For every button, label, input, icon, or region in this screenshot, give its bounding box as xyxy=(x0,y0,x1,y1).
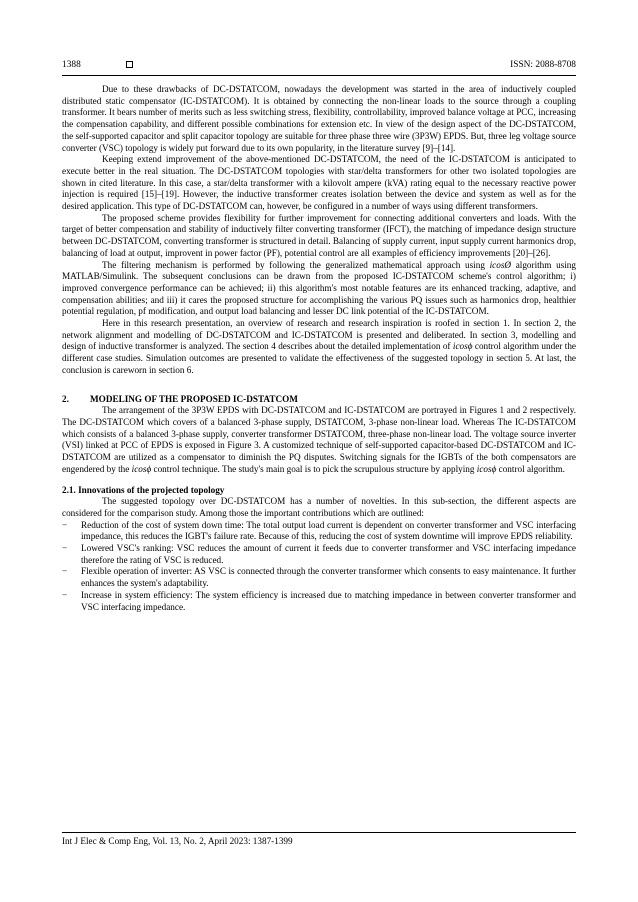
issn: ISSN: 2088-8708 xyxy=(510,60,576,70)
contributions-list xyxy=(62,520,576,614)
paragraph-1: Due to these drawbacks of DC-DSTATCOM, nowadays the development was started in the area of inductively coupled distributed static compensator (IC-DSTATCOM). It is obtained by connecting the non-linear loads to the source through a coupling transformer. It bears number of merits such as less switching stress, flexibility, controllability, improved balance voltage at PCC, increasing the compensation capability, and different possible combinations for extension etc. In view of the design aspect of the DC-DSTATCOM, the self-supported capacitor and split capacitor topology are suitable for three phase three wire (3P3W) EPDS. But, three leg voltage source converter (VSC) topology is widely put forward due to its own popularity, in the literature survey [9]–[14]. xyxy=(62,84,576,153)
icos-symbol: icosØ xyxy=(489,259,512,270)
list-item: − Flexible operation of inverter: AS VSC is connected through the converter transformer which consents to easy maintenance. It further enhances the system's adaptability. xyxy=(62,566,576,589)
list-item: − Increase in system efficiency: The system efficiency is increased due to matching impedance in between converter transformer and VSC interfacing impedance. xyxy=(62,589,576,612)
paragraph-4: The filtering mechanism is performed by following the generalized mathematical approach using icosØ algorithm using MATLAB/Simulink. The subsequent conclusions can be drawn from the proposed IC-DSTATCOM scheme's control algorithm; i) improved convergence performance can be achieved; ii) this algorithm's most notable features are its enhanced tracking, adaptive, and compensation abilities; and iii) it cares the proposed structure for accomplishing the various PQ issues such as harmonics drop, healthier potential regulation, pf modification, and output load balancing and lesser DC link potential of the IC-DSTATCOM. xyxy=(62,259,576,317)
journal-footer: Int J Elec & Comp Eng, Vol. 13, No. 2, April 2023: 1387-1399 xyxy=(62,836,293,846)
dash-bullet: − xyxy=(62,589,68,600)
icos-symbol: icosϕ xyxy=(452,341,473,352)
paragraph-3: The proposed scheme provides flexibility for further improvement for connecting additional converters and loads. With the target of better compensation and stability of inductively filter converting transformer (IFCT), the matching of impedance design structure between DC-DSTATCOM, converting transformer is structured in detail. Balancing of supply current, input supply current harmonics drop, balancing of load at output, improvent in power factor (PF), potential control are all examples of efficiency improvements [20]–[26]. xyxy=(62,212,576,258)
subsection-intro: The suggested topology over DC-DSTATCOM has a number of novelties. In this sub-section, the different aspects are considered for the comparison study. Among those the important contributions which are outlined: xyxy=(62,496,576,518)
paragraph-2: Keeping extend improvement of the above-mentioned DC-DSTATCOM, the need of the IC-DSTATCOM is anticipated to execute better in the real situation. The DC-DSTATCOM topologies with star/delta transformers for other two isolated topologies are shown in cited literature. In this case, a star/delta transformer with a kilovolt ampere (kVA) rating equal to the necessary reactive power injection is required [15]–[19]. However, the inductive transformer creates isolation between the device and system as well as for the desired application. This type of DC-DSTATCOM can, however, be configured in a number of ways using different transformers. xyxy=(62,154,576,212)
section-heading: 2. MODELING OF THE PROPOSED IC-DSTATCOM xyxy=(62,393,298,404)
running-header xyxy=(62,60,576,74)
list-item: − Lowered VSC's ranking: VSC reduces the amount of current it feeds due to converter transformer and VSC interfacing impedance therefore the rating of VSC is reduced. xyxy=(62,543,576,565)
footer-rule xyxy=(62,832,576,833)
square-icon xyxy=(126,61,133,68)
list-item: − Reduction of the cost of system down time: The total output load current is dependent on converter transformer and VSC interfacing impedance, this reduces the IGBT's failure rate. Because of this, reducing the cost of system downtime will improve EPDS reliability. xyxy=(62,519,576,542)
dash-bullet: − xyxy=(62,566,68,577)
body-text xyxy=(62,84,576,613)
paragraph-5: Here in this research presentation, an overview of research and research inspiration is roofed in section 1. In section 2, the network alignment and modelling of DC-DSTATCOM and IC-DSTATCOM is presented and deliberated. In section 3, modelling and design of inductive transformer is analyzed. The section 4 describes about the detailed implementation of icosϕ control algorithm under the different case studies. Simulation outcomes are presented to validate the effectiveness of the suggested topology in section 5. At last, the conclusion is careworn in section 6. xyxy=(62,318,576,375)
dash-bullet: − xyxy=(62,543,68,554)
page-number: 1388 xyxy=(62,60,81,70)
dash-bullet: − xyxy=(62,519,68,530)
header-rule xyxy=(62,75,576,76)
section-2-paragraph: The arrangement of the 3P3W EPDS with DC-DSTATCOM and IC-DSTATCOM are portrayed in Figures 1 and 2 respectively. The DC-DSTATCOM which covers of a balanced 3-phase supply, DSTATCOM, 3-phase non-linear load. Whereas The IC-DSTATCOM which consists of a balanced 3-phase supply, converter transformer DSTATCOM, three-phase non-linear load. The voltage source inverter (VSI) linked at PCC of EPDS is exposed in Figure 3. A customized technique of self-supported capacitor-based DC-DSTATCOM and IC-DSTATCOM are utilized as a compensator to diminish the PQ disputes. Switching signals for the IGBTs of the both compensators are engendered by the icosϕ control technique. The study's main goal is to pick the scrupulous structure by applying icosϕ control algorithm. xyxy=(62,405,576,474)
subsection-heading: 2.1. Innovations of the projected topology xyxy=(62,484,225,495)
